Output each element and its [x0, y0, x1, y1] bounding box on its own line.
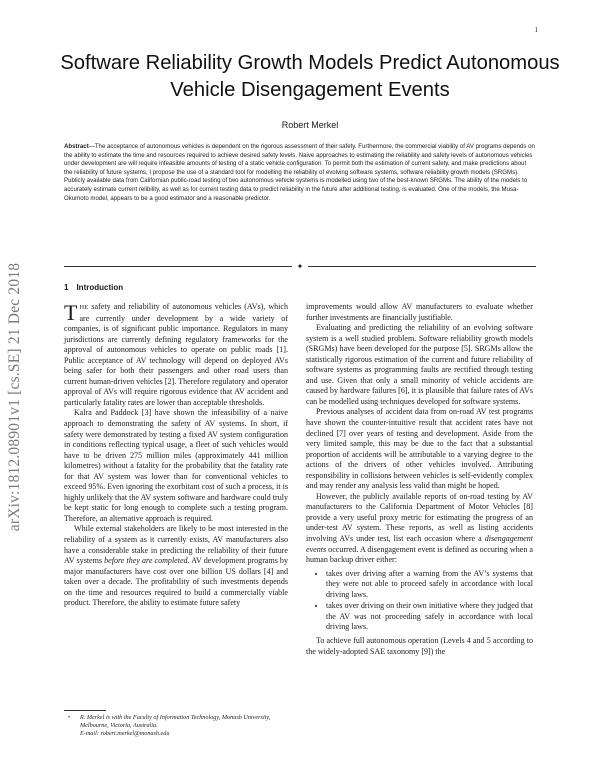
- list-item: • takes over driving on their own initiative where they judged that the AV was not proceeding safely in accordance with local driving laws.: [326, 601, 533, 633]
- footnote-rule: [64, 710, 106, 711]
- intro-paragraph-7: However, the publicly available reports of on-road testing by AV manufacturers to the California Department of Motor Vehicles [8] provide a very useful proxy metric for estimating the progress of an under-test AV system. These reports, as well as listing accidents involving AVs under test, list each occasion where a disengagement events occurred. A disengagement event is defined as occuring when a human backup driver either:: [306, 491, 533, 565]
- disengagement-list: [306, 569, 533, 633]
- abstract: [64, 143, 536, 203]
- section-number: 1: [64, 283, 69, 292]
- intro-paragraph-3: While external stakeholders are likely to be most interested in the reliability of a system as it currently exists, AV manufacturers also have a considerable stake in predicting the reliability of their future AV systems before they are completed. AV development programs by major manufacturers have cost over one billion US dollars [4] and taken over a decade. The profitability of such investments depends on the time and resources required to build a commercially viable product. Therefore, the ability to estimate future safety: [64, 524, 288, 608]
- separator-line-left: [64, 266, 292, 267]
- section-separator: [64, 262, 536, 271]
- diamond-ornament-icon: ✦: [296, 262, 304, 271]
- footnote-bullet: •: [68, 714, 71, 721]
- intro-paragraph-1: THE safety and reliability of autonomous vehicles (AVs), which are currently under development by a wide variety of companies, is of significant public importance. Regulators in many jurisdictions are currently defining regulatory frameworks for the approval of autonomous vehicles to operate on public roads [1]. Public acceptance of AV technology will depend on deployed AVs being safer for both their passengers and other road users than current human-driven vehicles [2]. Therefore regulatory and operator approval of AVs will require rigorous evidence that AV accident and particularly fatality rates are lower than acceptable thresholds.: [64, 300, 288, 407]
- author-name: Robert Merkel: [281, 120, 339, 130]
- author-footnote: [64, 714, 288, 739]
- intro-paragraph-2: Kalra and Paddock [3] have shown the infeasibility of a naive approach to demonstrating the safety of AV systems. In short, if safety were demonstrated by testing a fixed AV system configuration in conditions reflecting typical usage, a fleet of such vehicles would have to be driven 275 million miles (approximately 441 million kilometres) without a fatality for the probability that the fatality rate for that AV system was lower than for conventional vehicles to exceed 95%. Even ignoring the exorbitant cost of such a process, it is highly unlikely that the AV system software and hardware could truly be kept static for long enough to complete such a testing program. Therefore, an alternative approach is required.: [64, 408, 288, 523]
- page-number: 1: [534, 26, 538, 34]
- intro-paragraph-8: To achieve full autonomous operation (Levels 4 and 5 according to the widely-adopted SAE taxonomy [9]) the: [306, 635, 533, 656]
- section-title: Introduction: [76, 283, 124, 292]
- separator-line-right: [308, 266, 536, 267]
- right-column: [306, 302, 533, 657]
- drop-cap: T: [64, 300, 78, 325]
- intro-paragraph-5: Evaluating and predicting the reliability of an evolving software system is a well studied problem. Software reliability growth models (SRGMs) have been developed for the purpose [5]. SRGMs allow the statistically rigorous estimation of the current and future reliability of software systems as programming faults are rectified through testing and use. Given that only a small minority of vehicle accidents are caused by hardware failures [6], it is plausible that failure rates of AVs can be modelled using techniques developed for software systems.: [306, 323, 533, 406]
- abstract-paragraph-1: Abstract—The acceptance of autonomous vehicles is dependent on the rigorous assessment of their safety. Furthermore, the commercial viability of AV programs depends on the ability to estimate the time and resources required to achieve desired safety levels. Naive approaches to estimating the reliability and safety levels of autonomous vehicles under development are will require infeasible amounts of testing of a static vehicle configuration. To permit both the estimation of current safety, and make predictions about the reliability of future systems, I propose the use of a standard tool for modelling the reliability of evolving software systems, software reliability growth models (SRGMs).: [64, 143, 535, 176]
- small-caps-lead: HE: [79, 304, 89, 311]
- abstract-label: Abstract: [64, 143, 89, 150]
- section-heading: [64, 283, 123, 292]
- arxiv-identifier-stamp: arXiv:1812.08901v1 [cs.SE] 21 Dec 2018: [6, 262, 23, 532]
- list-item: • takes over driving after a warning from the AV’s systems that they were not able to proceed safely in accordance with local driving laws.: [326, 569, 533, 601]
- left-column: [64, 302, 288, 609]
- footnote-affiliation: R. Merkel is with the Faculty of Information Technology, Monash University, Melbourne, Victoria, Australia.: [80, 714, 271, 730]
- intro-paragraph-6: Previous analyses of accident data from on-road AV test programs have shown the counter-intuitive result that accident rates have not declined [7] over years of testing and development. Aside from the very limited sample, this may be due to the fact that a substantial proportion of accidents will be attributable to a varying degree to the actions of the drivers of other vehicles involved. Attributing responsibility in collisions between vehicles is self-evidently complex and may render any analysis less valid than might be hoped.: [306, 407, 533, 491]
- abstract-paragraph-2: Publicly available data from Californian public-road testing of two autonomous vehicle systems is modelled using two of the best-known SRGMs. The ability of the models to accurately estimate current relibility, as well as for current testing data to predict reliability in the future after additional testing, is evaluated. One of the models, the Musa-Okumoto model, appears to be a good estimator and a reasonable predictor.: [64, 177, 528, 202]
- paper-title: Software Reliability Growth Models Predict Autonomous Vehicle Disengagement Events: [60, 52, 560, 101]
- footnote-email: E-mail: robert.merkel@monash.edu: [80, 730, 170, 738]
- intro-paragraph-4: improvements would allow AV manufacturers to evaluate whether further investments are financially justifiable.: [306, 302, 533, 322]
